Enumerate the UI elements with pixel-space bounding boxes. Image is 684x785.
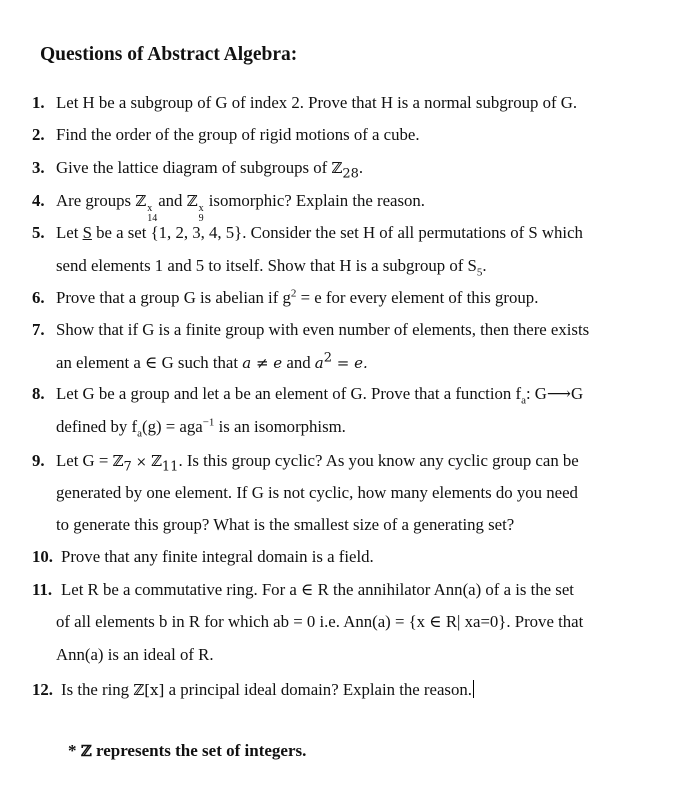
question-text: generated by one element. If G is not cyclic, how many elements do you need [56,483,578,502]
question-number: 2. [32,125,45,144]
text-cursor [473,680,474,698]
superscript: x [147,203,153,214]
question-7-line-2 [56,350,368,372]
period: . [482,256,487,275]
question-text: Let H be a subgroup of G of index 2. Prove that H is a normal subgroup of G. [56,93,578,112]
question-text: Let G = [56,451,113,470]
set-symbol: S [82,223,92,242]
question-text: : G⟶G [525,384,584,403]
question-7 [32,322,589,339]
polynomial-bracket: [x] [144,681,165,699]
page-title: Questions of Abstract Algebra: [40,44,298,65]
question-number: 7. [32,320,45,339]
question-8-line-2 [56,416,346,440]
subscript: 14 [147,213,158,224]
integers-symbol: ℤ [133,681,145,699]
math-expression: a [314,354,324,372]
question-text: be a set {1, 2, 3, 4, 5}. Consider the set H of all permutations of S which [91,223,583,242]
question-3 [32,158,364,182]
period: . [358,158,364,177]
question-text: (g) = aga [141,417,203,436]
superscript: 2 [290,287,297,300]
question-text: Find the order of the group of rigid motions of a cube. [56,125,420,144]
question-text: Prove that a group G is abelian if g [56,288,291,307]
question-2 [32,127,420,144]
question-text: is an isomorphism. [214,417,346,436]
question-5 [32,225,583,242]
question-11 [32,582,574,599]
question-10 [32,549,374,566]
question-text: . Is this group cyclic? As you know any cyclic group can be [178,451,579,470]
question-text: Let G be a group and let a be an element of G. Prove that a function f [56,384,522,403]
question-number: 9. [32,451,45,470]
subscript: a [521,394,526,407]
question-12 [32,680,474,699]
question-number: 10. [32,547,53,566]
integers-symbol: ℤ [112,452,124,470]
question-text: a principal ideal domain? Explain the reason. [164,680,472,699]
question-number: 12. [32,680,53,699]
question-text: Is the ring [61,680,134,699]
integers-symbol: ℤ [150,452,162,470]
integers-symbol: ℤ [331,159,343,177]
integers-symbol: ℤ [80,742,92,760]
question-text: Ann(a) is an ideal of R. [56,645,214,664]
footnote [68,741,306,761]
subscript: 11 [161,459,179,475]
question-6 [32,287,539,307]
math-expression: a ≠ e [242,354,283,372]
integers-symbol: ℤ [186,192,198,210]
question-text: Are groups [56,191,136,210]
question-text: of all elements b in R for which ab = 0 i.e. Ann(a) = {x ∈ R| xa=0}. Prove that [56,612,584,631]
question-number: 6. [32,288,45,307]
question-5-line-2 [56,256,487,279]
question-number: 1. [32,93,45,112]
question-8 [32,384,584,407]
integers-symbol: ℤ [135,192,147,210]
question-text: to generate this group? What is the smallest size of a generating set? [56,515,515,534]
question-text: an element a ∈ G such that [56,353,243,372]
question-9 [32,451,579,475]
question-text: and [158,191,187,210]
question-number: 3. [32,158,45,177]
asterisk: * [68,741,81,760]
question-11-line-3 [56,647,214,664]
index-stack [199,204,204,224]
question-1 [32,95,577,112]
question-text: Show that if G is a finite group with even number of elements, then there exists [56,320,590,339]
question-9-line-2 [56,485,578,502]
question-text: defined by f [56,417,138,436]
math-expression: = e. [332,354,368,372]
subscript: 7 [123,459,132,475]
question-text: and [282,353,315,372]
superscript: −1 [202,416,215,429]
subscript: a [137,427,142,440]
times-symbol: × [131,455,151,470]
question-text: Let [56,223,83,242]
question-number: 4. [32,191,45,210]
question-9-line-3 [56,517,514,534]
footnote-text: represents the set of integers. [91,741,307,760]
question-11-line-2 [56,614,583,631]
superscript: x [198,203,204,214]
question-number: 5. [32,223,45,242]
question-number: 8. [32,384,45,403]
superscript: 2 [323,350,333,366]
subscript: 28 [342,166,359,182]
question-number: 11. [32,580,53,599]
question-text: isomorphic? Explain the reason. [204,191,426,210]
question-text: send elements 1 and 5 to itself. Show that H is a subgroup of S [56,256,477,275]
subscript: 9 [198,213,204,224]
question-text: Give the lattice diagram of subgroups of [56,158,332,177]
question-text: = e for every element of this group. [296,288,539,307]
question-text: Let R be a commutative ring. For a ∈ R the annihilator Ann(a) of a is the set [61,580,574,599]
index-stack [147,204,157,224]
question-text: Prove that any finite integral domain is a field. [61,547,374,566]
subscript: 5 [476,266,483,279]
question-4 [32,193,425,224]
